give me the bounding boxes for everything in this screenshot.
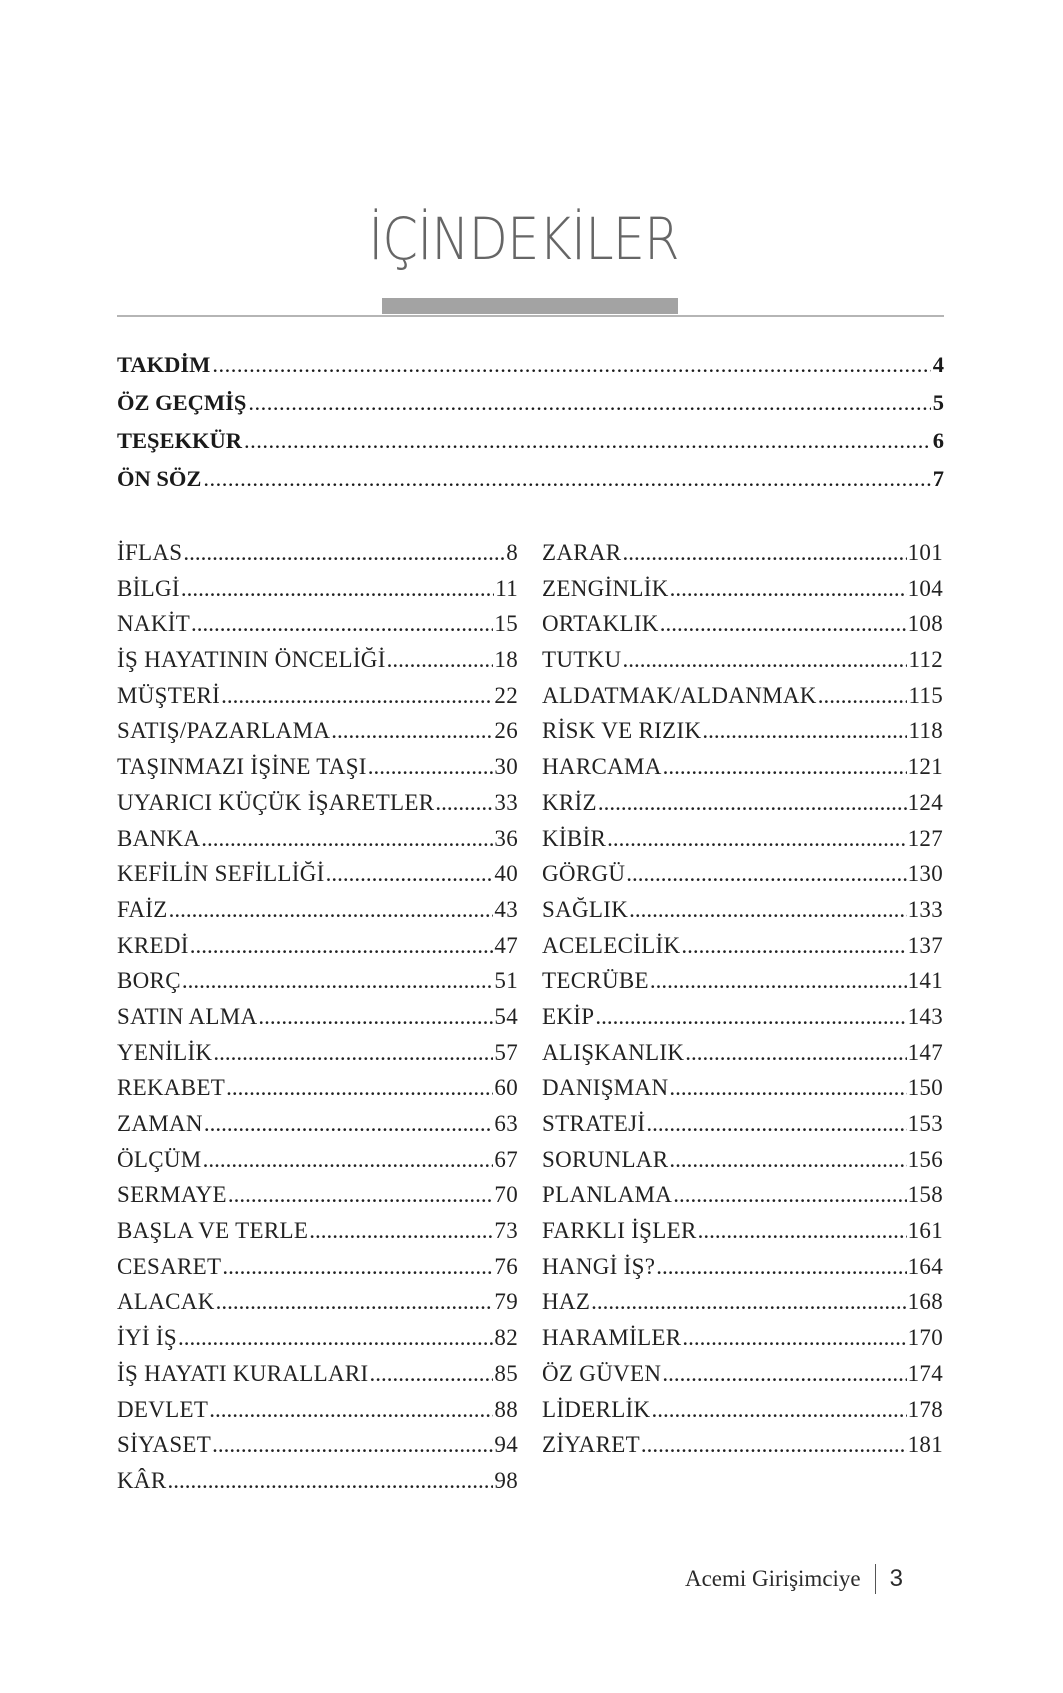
dot-leader (183, 540, 505, 566)
toc-entry-label: İFLAS (117, 540, 183, 565)
toc-entry-page: 124 (907, 789, 943, 815)
toc-entry-page: 130 (907, 861, 943, 887)
dot-leader (598, 790, 907, 816)
toc-entry-page: 85 (494, 1360, 518, 1386)
toc-entry-label: BİLGİ (117, 575, 180, 601)
toc-entry[interactable] (117, 1361, 518, 1397)
dot-leader (209, 1397, 493, 1423)
toc-entry-page: 11 (495, 575, 518, 601)
toc-entry-page: 108 (907, 611, 943, 637)
toc-entry-label: MÜŞTERİ (117, 682, 221, 708)
toc-entry[interactable] (542, 1004, 943, 1040)
toc-entry-page: 63 (494, 1111, 518, 1136)
dot-leader (216, 1289, 494, 1315)
toc-entry-page: 82 (494, 1325, 518, 1351)
toc-entry[interactable] (117, 1218, 518, 1254)
toc-entry-page: 15 (494, 611, 518, 637)
toc-entry-page: 161 (907, 1218, 943, 1244)
toc-entry-label: RİSK VE RIZIK (542, 718, 702, 744)
toc-entry[interactable] (117, 1432, 518, 1468)
toc-entry[interactable] (117, 1289, 518, 1325)
toc-entry-page: 141 (907, 968, 943, 994)
toc-entry[interactable] (117, 968, 518, 1004)
toc-entry-page: 150 (907, 1075, 943, 1101)
toc-entry[interactable] (117, 897, 518, 933)
toc-entry-label: ZARAR (542, 540, 622, 565)
toc-entry-page: 26 (494, 718, 518, 744)
toc-entry[interactable] (117, 683, 518, 719)
toc-entry[interactable] (542, 754, 943, 790)
toc-entry[interactable] (542, 1075, 943, 1111)
toc-entry-label: ZENGİNLİK (542, 575, 669, 601)
dot-leader (660, 611, 907, 637)
dot-leader (669, 1075, 906, 1101)
dot-leader (681, 933, 906, 959)
toc-entry[interactable] (542, 897, 943, 933)
toc-left-column (117, 540, 518, 1504)
dot-leader (213, 1040, 493, 1066)
title-accent-bar (382, 298, 678, 314)
toc-entry-page: 5 (932, 390, 944, 415)
toc-entry-label: ÖN SÖZ (117, 466, 202, 491)
toc-entry-label: ZAMAN (117, 1111, 203, 1136)
toc-entry-page: 57 (494, 1039, 518, 1065)
toc-entry-label: ALACAK (117, 1289, 215, 1315)
toc-entry-label: KİBİR (542, 825, 607, 851)
toc-entry-label: ACELECİLİK (542, 932, 681, 958)
dot-leader (646, 1111, 906, 1137)
toc-entry[interactable] (117, 540, 518, 576)
toc-entry[interactable] (117, 428, 944, 466)
toc-entry[interactable] (117, 1040, 518, 1076)
toc-entry[interactable] (117, 1075, 518, 1111)
toc-entry-page: 43 (494, 896, 518, 922)
toc-entry[interactable] (542, 1325, 943, 1361)
dot-leader (182, 968, 494, 994)
dot-leader (178, 1325, 493, 1351)
toc-entry-page: 147 (907, 1039, 943, 1065)
dot-leader (435, 790, 493, 816)
toc-entry-label: GÖRGÜ (542, 861, 626, 887)
toc-entry-page: 79 (494, 1289, 518, 1315)
toc-entry-label: HARCAMA (542, 754, 662, 780)
toc-entry-page: 118 (908, 718, 943, 744)
toc-entry[interactable] (117, 826, 518, 862)
toc-entry-label: CESARET (117, 1253, 222, 1279)
page-footer (685, 1564, 903, 1594)
toc-entry-page: 6 (932, 428, 944, 453)
toc-entry-page: 158 (907, 1182, 943, 1208)
dot-leader (682, 1325, 906, 1351)
toc-entry-label: KREDİ (117, 932, 189, 958)
dot-leader (228, 1182, 494, 1208)
toc-entry[interactable] (117, 754, 518, 790)
toc-entry[interactable] (542, 968, 943, 1004)
toc-entry-page: 98 (494, 1467, 518, 1493)
dot-leader (258, 1004, 493, 1030)
toc-entry-page: 178 (907, 1396, 943, 1422)
toc-entry-label: İŞ HAYATI KURALLARI (117, 1360, 369, 1386)
toc-entry-label: ÖZ GÜVEN (542, 1360, 662, 1386)
toc-entry-page: 51 (494, 968, 518, 994)
dot-leader (204, 1111, 494, 1137)
toc-entry[interactable] (117, 933, 518, 969)
toc-entry[interactable] (117, 611, 518, 647)
toc-entry-label: PLANLAMA (542, 1182, 673, 1208)
toc-entry-page: 88 (494, 1396, 518, 1422)
toc-entry-label: SORUNLAR (542, 1146, 669, 1172)
toc-entry-label: FAİZ (117, 896, 168, 922)
toc-entry-label: ÖZ GEÇMİŞ (117, 390, 247, 415)
toc-entry-label: İYİ İŞ (117, 1325, 177, 1351)
toc-entry[interactable] (542, 1147, 943, 1183)
toc-entry-page: 4 (932, 352, 944, 377)
toc-entry-page: 22 (494, 682, 518, 708)
toc-entry[interactable] (542, 1040, 943, 1076)
toc-entry[interactable] (542, 1432, 943, 1468)
toc-entry[interactable] (117, 647, 518, 683)
dot-leader (326, 861, 494, 887)
toc-entry-page: 73 (494, 1218, 518, 1244)
toc-entry-label: TUTKU (542, 647, 622, 673)
dot-leader (622, 540, 906, 566)
dot-leader (818, 683, 908, 709)
footer-separator (875, 1564, 876, 1594)
toc-entry[interactable] (542, 1361, 943, 1397)
toc-entry-page: 121 (907, 754, 943, 780)
dot-leader (591, 1289, 906, 1315)
toc-entry-page: 7 (932, 466, 944, 491)
toc-entry-label: SİYASET (117, 1432, 212, 1458)
toc-entry-label: KEFİLİN SEFİLLİĞİ (117, 861, 325, 887)
dot-leader (622, 647, 907, 673)
dot-leader (212, 352, 930, 378)
toc-entry-label: ORTAKLIK (542, 611, 659, 637)
toc-entry[interactable] (117, 576, 518, 612)
dot-leader (698, 1218, 907, 1244)
toc-entry-page: 137 (907, 932, 943, 958)
toc-entry-page: 60 (494, 1075, 518, 1101)
front-matter-list (117, 352, 944, 504)
dot-leader (669, 1147, 906, 1173)
toc-entry[interactable] (542, 861, 943, 897)
toc-entry[interactable] (542, 826, 943, 862)
toc-entry-page: 94 (494, 1432, 518, 1458)
toc-entry[interactable] (117, 1468, 518, 1504)
dot-leader (203, 466, 930, 492)
toc-entry-label: SATIN ALMA (117, 1003, 258, 1029)
toc-entry-page: 143 (907, 1003, 943, 1029)
toc-entry-label: YENİLİK (117, 1039, 213, 1065)
toc-entry-label: SATIŞ/PAZARLAMA (117, 718, 331, 744)
toc-entry-page: 174 (907, 1360, 943, 1386)
dot-leader (221, 683, 493, 709)
dot-leader (673, 1182, 906, 1208)
toc-entry[interactable] (117, 1004, 518, 1040)
toc-entry-page: 170 (907, 1325, 943, 1351)
toc-entry-label: UYARICI KÜÇÜK İŞARETLER (117, 789, 435, 815)
toc-entry-label: TAKDİM (117, 352, 211, 377)
toc-entry-page: 67 (494, 1146, 518, 1172)
footer-book-title: Acemi Girişimciye (684, 1566, 861, 1591)
toc-entry-page: 156 (907, 1146, 943, 1172)
dot-leader (244, 428, 931, 454)
toc-entry-label: STRATEJİ (542, 1111, 646, 1136)
toc-entry-page: 168 (907, 1289, 943, 1315)
toc-entry-label: KRİZ (542, 789, 597, 815)
dot-leader (607, 826, 906, 852)
toc-entry-page: 112 (908, 647, 943, 673)
toc-entry-page: 104 (907, 575, 943, 601)
toc-entry-page: 54 (494, 1003, 518, 1029)
title-divider (117, 315, 944, 317)
toc-entry-label: ZİYARET (542, 1432, 640, 1458)
toc-entry[interactable] (117, 466, 944, 504)
toc-entry[interactable] (117, 1111, 518, 1147)
dot-leader (169, 897, 494, 923)
dot-leader (226, 1075, 493, 1101)
toc-entry-label: TAŞINMAZI İŞİNE TAŞI (117, 754, 367, 780)
toc-entry-label: ALDATMAK/ALDANMAK (542, 682, 817, 708)
toc-entry-label: TECRÜBE (542, 968, 649, 994)
toc-entry[interactable] (542, 1254, 943, 1290)
toc-entry-page: 36 (494, 825, 518, 851)
toc-entry[interactable] (117, 352, 944, 390)
dot-leader (656, 1254, 906, 1280)
toc-entry[interactable] (542, 611, 943, 647)
dot-leader (191, 611, 493, 637)
toc-entry-label: İŞ HAYATININ ÖNCELİĞİ (117, 647, 386, 673)
toc-entry[interactable] (117, 790, 518, 826)
toc-entry-label: BANKA (117, 825, 201, 851)
toc-entry[interactable] (542, 1218, 943, 1254)
toc-entry[interactable] (542, 576, 943, 612)
toc-entry-label: NAKİT (117, 611, 191, 637)
toc-entry[interactable] (542, 1397, 943, 1433)
toc-entry-page: 70 (494, 1182, 518, 1208)
toc-entry[interactable] (542, 790, 943, 826)
toc-entry[interactable] (117, 1147, 518, 1183)
toc-entry-label: TEŞEKKÜR (117, 428, 243, 453)
dot-leader (387, 647, 494, 673)
toc-entry[interactable] (117, 861, 518, 897)
toc-entry-page: 33 (494, 789, 518, 815)
toc-entry-page: 101 (907, 540, 943, 565)
toc-entry[interactable] (117, 1182, 518, 1218)
dot-leader (670, 576, 907, 602)
dot-leader (331, 718, 493, 744)
toc-entry[interactable] (117, 1325, 518, 1361)
dot-leader (201, 826, 493, 852)
dot-leader (203, 1147, 494, 1173)
toc-entry[interactable] (117, 1397, 518, 1433)
dot-leader (651, 1397, 906, 1423)
dot-leader (650, 968, 907, 994)
toc-entry-page: 127 (907, 825, 943, 851)
toc-entry-label: HANGİ İŞ? (542, 1253, 656, 1279)
toc-entry-page: 153 (907, 1111, 943, 1136)
toc-entry-label: EKİP (542, 1003, 595, 1029)
dot-leader (212, 1432, 493, 1458)
dot-leader (369, 1361, 493, 1387)
toc-entry[interactable] (542, 1182, 943, 1218)
dot-leader (662, 1361, 906, 1387)
toc-entry-label: BAŞLA VE TERLE (117, 1218, 309, 1244)
dot-leader (222, 1254, 493, 1280)
toc-entry-label: LİDERLİK (542, 1396, 651, 1422)
toc-entry-page: 133 (907, 896, 943, 922)
dot-leader (167, 1468, 493, 1494)
dot-leader (248, 390, 930, 416)
toc-entry-label: ALIŞKANLIK (542, 1039, 685, 1065)
toc-entry-page: 8 (506, 540, 518, 565)
toc-entry-page: 76 (494, 1253, 518, 1279)
toc-entry-label: HAZ (542, 1289, 591, 1315)
toc-entry[interactable] (542, 933, 943, 969)
toc-entry-label: DEVLET (117, 1396, 209, 1422)
toc-entry[interactable] (117, 718, 518, 754)
toc-entry[interactable] (117, 1254, 518, 1290)
dot-leader (595, 1004, 906, 1030)
toc-right-column (542, 540, 943, 1468)
toc-entry[interactable] (542, 1289, 943, 1325)
toc-entry-label: KÂR (117, 1467, 167, 1493)
toc-entry[interactable] (542, 540, 943, 576)
dot-leader (309, 1218, 493, 1244)
toc-entry-label: DANIŞMAN (542, 1075, 669, 1101)
toc-entry-page: 181 (907, 1432, 943, 1458)
toc-entry-label: FARKLI İŞLER (542, 1218, 697, 1244)
dot-leader (702, 718, 907, 744)
dot-leader (368, 754, 494, 780)
page-title: İÇİNDEKİLER (368, 205, 679, 273)
toc-entry-label: ÖLÇÜM (117, 1146, 202, 1172)
dot-leader (190, 933, 494, 959)
toc-entry-page: 40 (494, 861, 518, 887)
toc-entry-page: 115 (908, 682, 943, 708)
toc-entry-label: REKABET (117, 1075, 226, 1101)
toc-entry[interactable] (542, 718, 943, 754)
toc-entry-page: 47 (494, 932, 518, 958)
toc-entry[interactable] (542, 1111, 943, 1147)
toc-entry-label: SERMAYE (117, 1182, 227, 1208)
dot-leader (626, 861, 906, 887)
dot-leader (629, 897, 906, 923)
toc-entry[interactable] (542, 647, 943, 683)
toc-entry[interactable] (117, 390, 944, 428)
toc-entry-label: BORÇ (117, 968, 181, 994)
toc-entry-label: HARAMİLER (542, 1325, 682, 1351)
dot-leader (641, 1432, 907, 1458)
toc-entry-page: 164 (907, 1253, 943, 1279)
footer-page-number: 3 (889, 1565, 903, 1592)
dot-leader (685, 1040, 906, 1066)
toc-entry-page: 30 (494, 754, 518, 780)
toc-entry-page: 18 (494, 647, 518, 673)
dot-leader (663, 754, 907, 780)
toc-entry[interactable] (542, 683, 943, 719)
dot-leader (181, 576, 494, 602)
toc-entry-label: SAĞLIK (542, 896, 629, 922)
